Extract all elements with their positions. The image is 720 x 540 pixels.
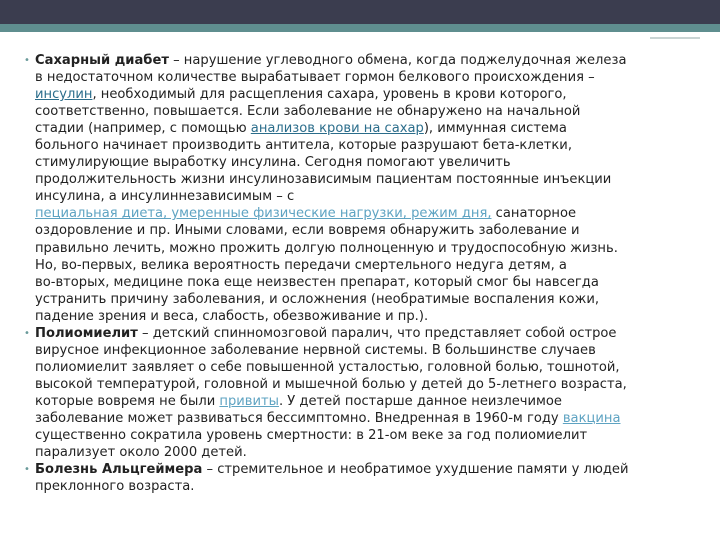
bullet-icon: • bbox=[24, 464, 30, 476]
text-line: пециальная диета, умеренные физические нагрузки, режим дня, санаторное bbox=[35, 206, 577, 222]
list-item-diabetes bbox=[24, 52, 696, 325]
text-line: стадии (например, с помощью анализов крови на сахар), иммунная система bbox=[35, 121, 567, 137]
header-bar bbox=[0, 0, 720, 24]
text-line: полиомиелит заявляет о себе повышенной усталостью, головной болью, тошнотой, bbox=[35, 359, 620, 375]
text-line: стимулирующие выработку инсулина. Сегодня помогают увеличить bbox=[35, 155, 511, 171]
text-line: вирусное инфекционное заболевание нервной системы. В большинстве случаев bbox=[35, 342, 596, 358]
text-line: правильно лечить, можно прожить долгую полноценную и трудоспособную жизнь. bbox=[35, 240, 618, 256]
text-line: во-вторых, медицине пока еще неизвестен препарат, который смог бы навсегда bbox=[35, 274, 599, 290]
link-diet-regime[interactable]: пециальная диета, умеренные физические нагрузки, режим дня, bbox=[35, 206, 492, 222]
link-vaccine[interactable]: вакцина bbox=[562, 410, 621, 426]
slide-content bbox=[24, 52, 696, 495]
accent-band bbox=[0, 24, 720, 32]
text-line: продолжительность жизни инсулинозависимым пациентам постоянные инъекции bbox=[35, 172, 612, 188]
term-diabetes: Сахарный диабет bbox=[35, 53, 169, 68]
accent-line bbox=[650, 37, 700, 39]
text-line: инсулин, необходимый для расщепления сахара, уровень в крови которого, bbox=[35, 87, 567, 103]
text-line: Болезнь Альцгеймера – стремительное и необратимое ухудшение памяти у людей bbox=[35, 462, 629, 478]
text-line: Сахарный диабет – нарушение углеводного обмена, когда поджелудочная железа bbox=[35, 53, 627, 68]
text-line: заболевание может развиваться бессимптомно. Внедренная в 1960-м году вакцина bbox=[35, 410, 621, 426]
text-line: оздоровление и пр. Иными словами, если вовремя обнаружить заболевание и bbox=[35, 223, 580, 239]
bullet-icon: • bbox=[24, 327, 30, 339]
term-alzheimer: Болезнь Альцгеймера bbox=[35, 462, 203, 478]
text-line: устранить причину заболевания, и осложнения (необратимые воспаления кожи, bbox=[35, 291, 600, 307]
text-line: больного начинает производить антитела, которые разрушают бета-клетки, bbox=[35, 138, 572, 154]
term-polio: Полиомиелит bbox=[35, 325, 138, 341]
text-line: падение зрения и веса, слабость, обезвоживание и пр.). bbox=[35, 308, 429, 324]
text-line: существенно сократила уровень смертности: в 21-ом веке за год полиомиелит bbox=[35, 428, 588, 444]
link-blood-sugar-test[interactable]: анализов крови на сахар bbox=[250, 121, 424, 137]
text-line: Но, во-первых, велика вероятность передачи смертельного недуга детям, а bbox=[35, 257, 567, 273]
bullet-icon: • bbox=[24, 55, 30, 66]
text-line: высокой температурой, головной и мышечной болью у детей до 5-летнего возраста, bbox=[35, 376, 627, 392]
text-line: в недостаточном количестве вырабатывает гормон белкового происхождения – bbox=[35, 70, 595, 86]
link-insulin[interactable]: инсулин bbox=[35, 87, 93, 103]
text-line: которые вовремя не были привиты. У детей постарше данное неизлечимое bbox=[35, 393, 562, 409]
text-line: преклонного возраста. bbox=[35, 479, 195, 495]
list-item-polio bbox=[24, 325, 696, 461]
text-line: парализует около 2000 детей. bbox=[35, 445, 247, 461]
text-line: Полиомиелит – детский спинномозговой паралич, что представляет собой острое bbox=[35, 325, 617, 341]
text-line: инсулина, а инсулиннезависимым – с bbox=[35, 189, 295, 205]
text-line: соответственно, повышается. Если заболевание не обнаружено на начальной bbox=[35, 104, 581, 120]
list-item-alzheimer bbox=[24, 461, 696, 495]
link-vaccinated[interactable]: привиты bbox=[219, 393, 279, 409]
